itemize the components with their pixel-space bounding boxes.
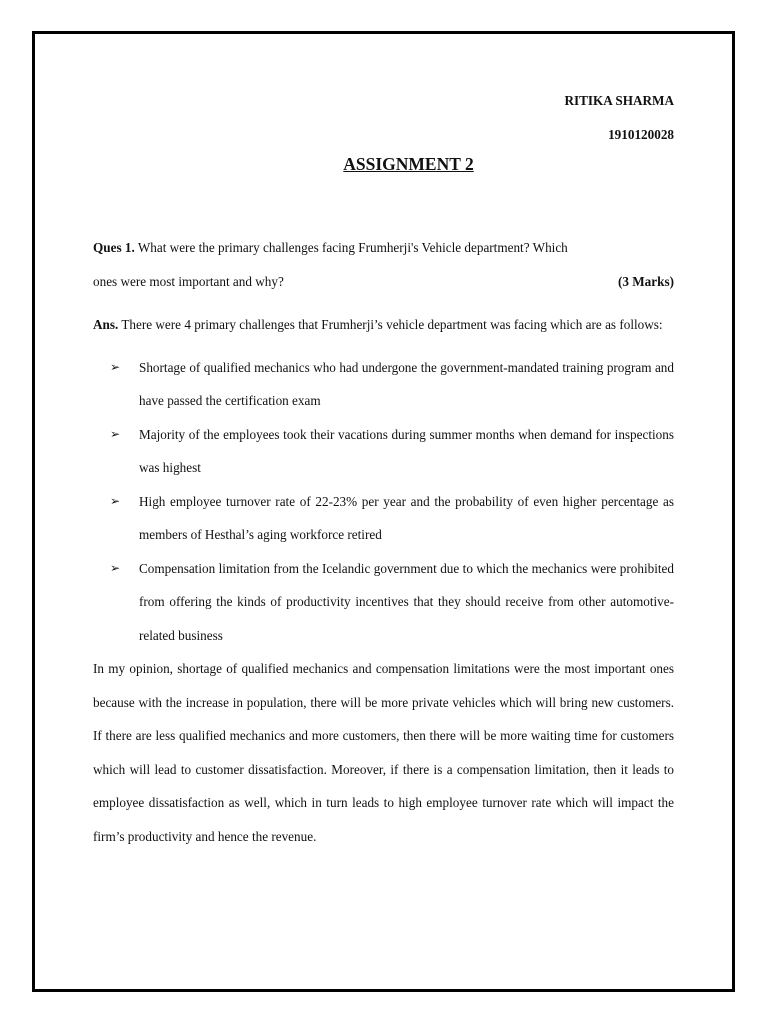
author-name: RITIKA SHARMA — [564, 93, 674, 108]
list-item — [110, 351, 674, 418]
question-block — [93, 231, 674, 298]
list-item-text: Majority of the employees took their vacations during summer months when demand for inspections was highest — [139, 426, 674, 475]
arrow-bullet-icon: ➢ — [110, 426, 121, 441]
arrow-bullet-icon: ➢ — [110, 359, 121, 374]
list-item — [110, 485, 674, 552]
opinion-paragraph: In my opinion, shortage of qualified mechanics and compensation limitations were the most important ones because with the increase in population, there will be more private vehicles which will bring new customers. If there are less qualified mechanics and more customers, then there will be more waiting time for customers which will lead to customer dissatisfaction. Moreover, if there is a compensation limitation, then it leads to employee dissatisfaction as well, which in turn leads to high employee turnover rate which will impact the firm’s productivity and hence the revenue. — [93, 661, 674, 844]
question-line-1 — [93, 231, 674, 265]
list-item-text: Shortage of qualified mechanics who had undergone the government-mandated training program and have passed the certification exam — [139, 359, 674, 408]
arrow-bullet-icon: ➢ — [110, 560, 121, 575]
answer-label: Ans. — [93, 317, 119, 332]
list-item-text: Compensation limitation from the Icelandic government due to which the mechanics were prohibited from offering the kinds of productivity incentives that they should receive from other automotive-related business — [139, 560, 674, 643]
answer-intro — [93, 308, 674, 342]
challenge-list — [93, 351, 674, 653]
question-label: Ques 1. — [93, 240, 135, 255]
question-marks: (3 Marks) — [617, 273, 674, 289]
assignment-title: ASSIGNMENT 2 — [343, 154, 474, 174]
arrow-bullet-icon: ➢ — [110, 493, 121, 508]
question-line-2 — [93, 265, 674, 299]
list-item — [110, 418, 674, 485]
roll-number: 1910120028 — [608, 126, 674, 142]
question-text-2: ones were most important and why? — [93, 273, 284, 289]
list-item — [110, 552, 674, 653]
document-content — [93, 84, 674, 853]
answer-intro-text: There were 4 primary challenges that Frumherji’s vehicle department was facing which are as follows: — [121, 317, 663, 332]
list-item-text: High employee turnover rate of 22-23% per year and the probability of even higher percentage as members of Hesthal’s aging workforce retired — [139, 493, 674, 542]
question-text-1: What were the primary challenges facing Frumherji's Vehicle department? Which — [137, 240, 568, 255]
